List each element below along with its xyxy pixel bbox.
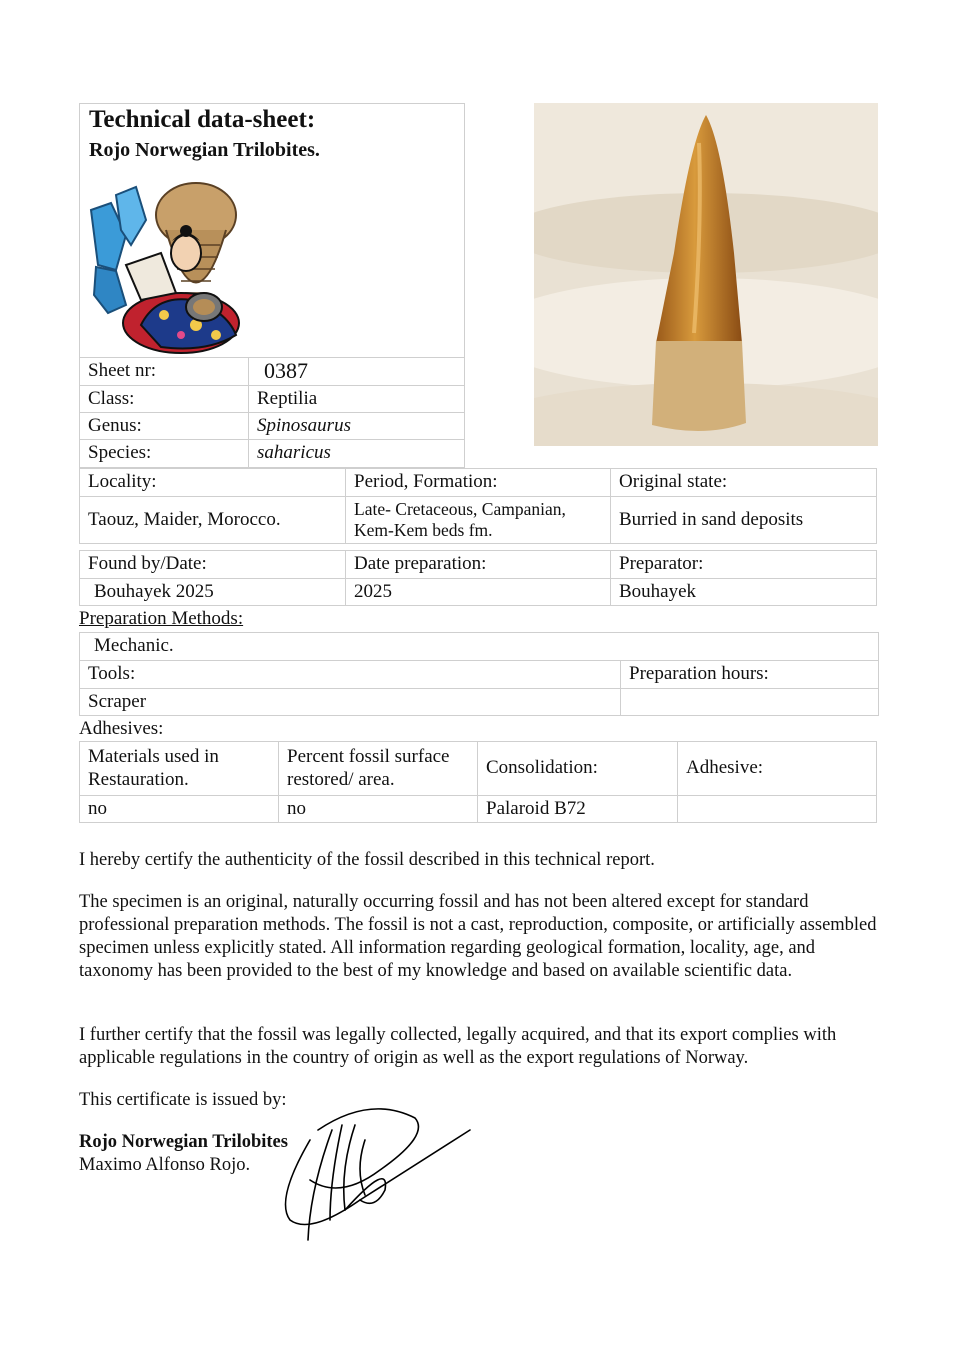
issuer-person: Maximo Alfonso Rojo. [79,1155,251,1175]
certificate-paragraph-2: The specimen is an original, naturally occurring fossil and has not been altered except for standard professional preparation methods. The fossil is not a cast, reproduction, composite, or artificially assembled specimen unless explicitly stated. All information regarding geological formation, locality, age, and taxonomy has been provided to the best of my knowledge and based on available scientific data. [79,892,877,981]
period-value [345,496,611,544]
preparation-hours-value [620,688,879,716]
preparation-method-value: Mechanic. [79,632,879,661]
tools-label: Tools: [79,660,621,689]
preparator-label: Preparator: [610,550,877,579]
found-by-value: Bouhayek 2025 [79,578,346,606]
locality-value: Taouz, Maider, Morocco. [79,496,346,544]
company-subtitle: Rojo Norwegian Trilobites. [89,139,320,161]
percent-restored-header-line-1: Percent fossil surface [287,745,450,767]
original-state-label: Original state: [610,468,877,497]
adhesives-heading: Adhesives: [79,718,164,739]
materials-header [79,741,279,796]
class-label: Class: [79,385,249,413]
materials-header-line-1: Materials used in [88,745,219,767]
materials-header-line-2: Restauration. [88,768,189,790]
date-preparation-value: 2025 [345,578,611,606]
certificate-paragraph-1: I hereby certify the authenticity of the fossil described in this technical report. [79,850,655,870]
issuer-company: Rojo Norwegian Trilobites [79,1132,288,1152]
percent-restored-header [278,741,478,796]
genus-value: Spinosaurus [248,412,465,440]
signature-scribble [270,1100,480,1250]
period-value-line-1: Late- Cretaceous, Campanian, [354,499,566,519]
preparation-methods-heading: Preparation Methods: [79,608,244,629]
locality-label: Locality: [79,468,346,497]
sheet-nr-label: Sheet nr: [79,357,249,386]
spinosaurus-tooth-photo [534,103,878,446]
adhesive-value [677,795,877,823]
materials-value: no [79,795,279,823]
species-label: Species: [79,439,249,468]
consolidation-value: Palaroid B72 [477,795,678,823]
certificate-paragraph-4: This certificate is issued by: [79,1090,287,1110]
original-state-value: Burried in sand deposits [610,496,877,544]
found-by-label: Found by/Date: [79,550,346,579]
percent-restored-value: no [278,795,478,823]
preparator-value: Bouhayek [610,578,877,606]
period-label: Period, Formation: [345,468,611,497]
date-preparation-label: Date preparation: [345,550,611,579]
certificate-paragraph-3: I further certify that the fossil was legally collected, legally acquired, and that its export complies with applicable regulations in the country of origin as well as the export regulations of Norway. [79,1025,837,1068]
species-value: saharicus [248,439,465,468]
trilobite-samurai-logo [86,175,246,355]
class-value: Reptilia [248,385,465,413]
period-value-line-2: Kem-Kem beds fm. [354,520,493,540]
percent-restored-header-line-2: restored/ area. [287,768,395,790]
preparation-hours-label: Preparation hours: [620,660,879,689]
adhesive-header: Adhesive: [677,741,877,796]
genus-label: Genus: [79,412,249,440]
sheet-nr-value: 0387 [248,357,465,386]
page-title: Technical data-sheet: [89,106,316,133]
consolidation-header: Consolidation: [477,741,678,796]
tools-value: Scraper [79,688,621,716]
